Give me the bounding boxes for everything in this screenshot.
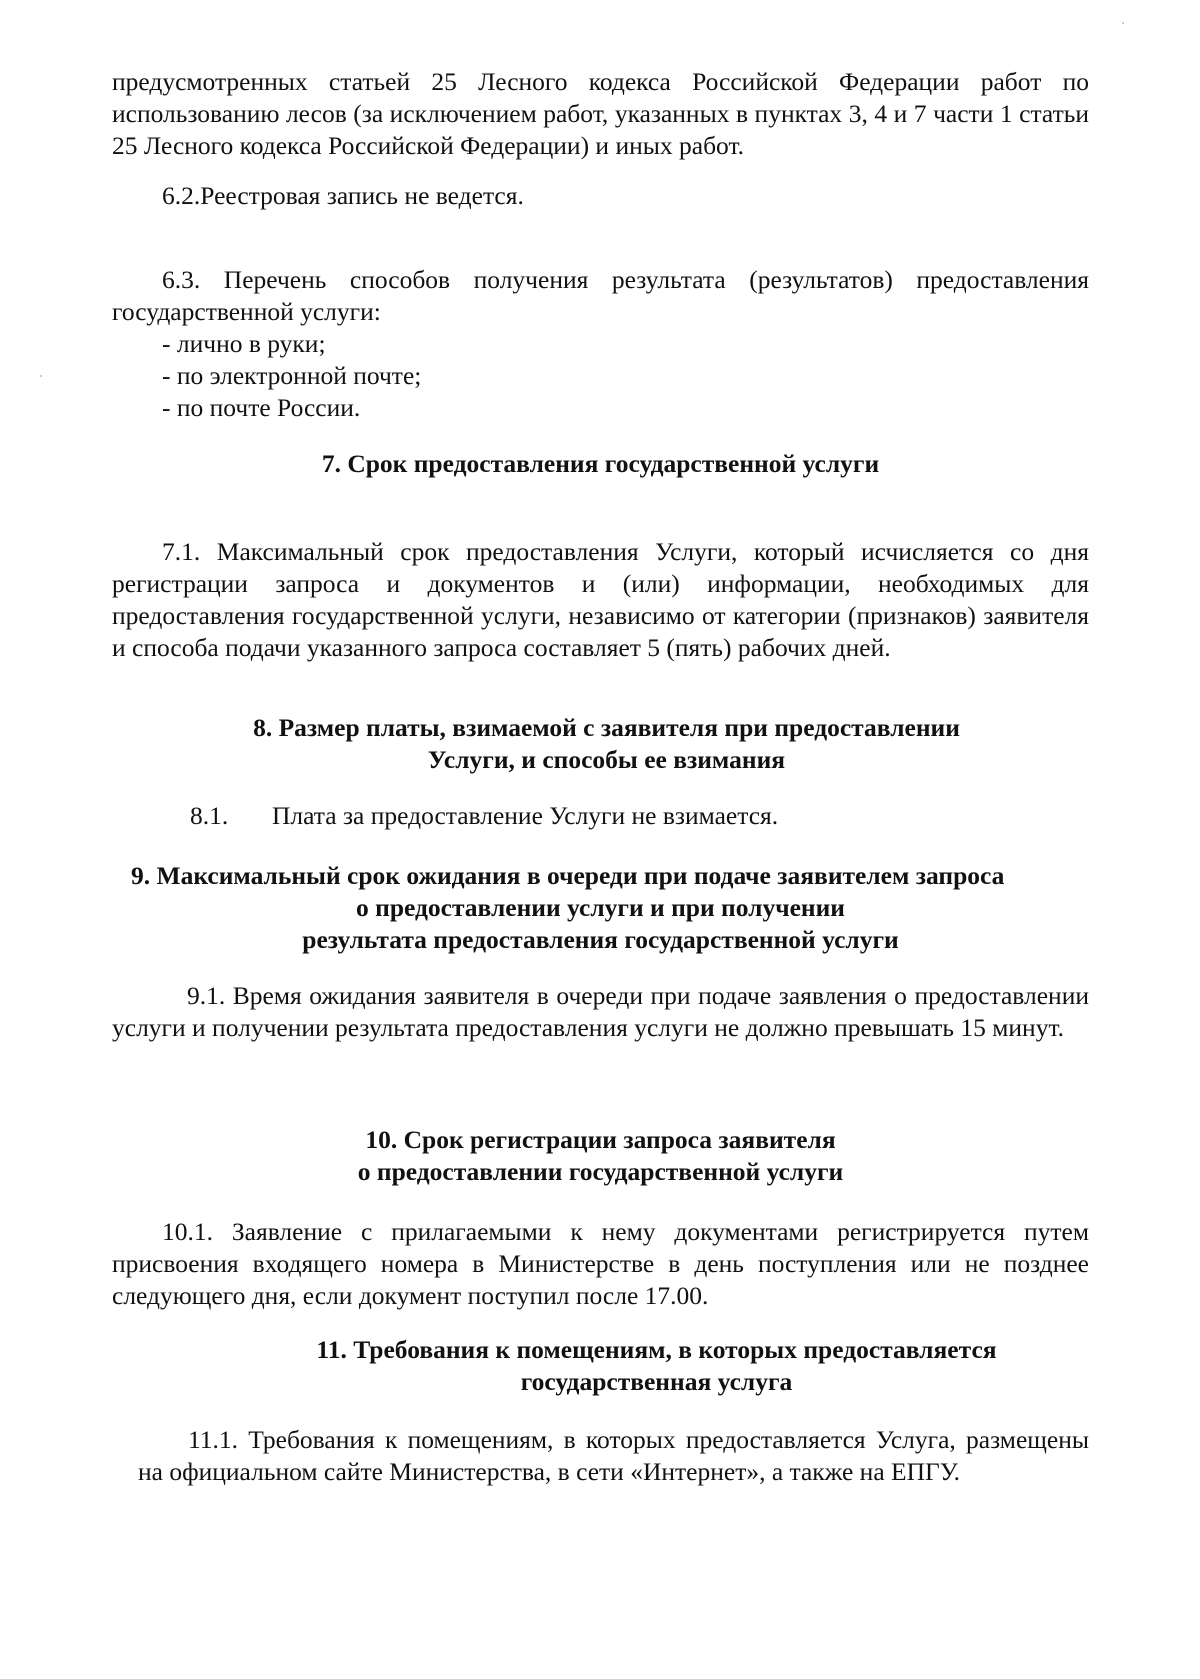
paragraph-8-1-number: 8.1. <box>190 801 229 830</box>
list-item-6-3-2: - по электронной почте; <box>162 361 422 390</box>
list-item-6-3-3: - по почте России. <box>162 393 361 422</box>
heading-section-9-line-2: о предоставлении услуги и при получении <box>356 893 845 922</box>
scan-speck <box>1122 22 1124 24</box>
paragraph-11-1: 11.1. Требования к помещениям, в которых предоставляется Услуга, размещены на официальном сайте Министерства, в сети «Интернет», а также на ЕПГУ. <box>138 1425 1089 1486</box>
heading-section-7: 7. Срок предоставления государственной услуги <box>321 449 880 478</box>
paragraph-intro: предусмотренных статьей 25 Лесного кодекса Российской Федерации работ по использованию лесов (за исключением работ, указанных в пунктах 3, 4 и 7 части 1 статьи 25 Лесного кодекса Российской Федерации) и иных работ. <box>112 67 1089 160</box>
paragraph-6-3: 6.3. Перечень способов получения результата (результатов) предоставления государственной услуги: <box>112 265 1089 326</box>
heading-section-9-line-1: 9. Максимальный срок ожидания в очереди при подаче заявителем запроса <box>131 861 1005 890</box>
heading-section-10-line-2: о предоставлении государственной услуги <box>357 1157 844 1186</box>
heading-section-8-line-2: Услуги, и способы ее взимания <box>427 745 786 774</box>
paragraph-8-1-text: Плата за предоставление Услуги не взимается. <box>272 801 779 830</box>
heading-section-11-line-2: государственная услуга <box>520 1367 793 1396</box>
paragraph-7-1: 7.1. Максимальный срок предоставления Услуги, который исчисляется со дня регистрации запроса и документов и (или) информации, необходимых для предоставления государственной услуги, независимо от категории (признаков) заявителя и способа подачи указанного запроса составляет 5 (пять) рабочих дней. <box>112 537 1089 662</box>
paragraph-9-1: 9.1. Время ожидания заявителя в очереди при подаче заявления о предоставлении услуги и получении результата предоставления услуги не должно превышать 15 минут. <box>112 981 1089 1042</box>
scan-speck <box>40 375 42 377</box>
heading-section-10-line-1: 10. Срок регистрации запроса заявителя <box>365 1125 836 1154</box>
heading-section-8-line-1: 8. Размер платы, взимаемой с заявителя при предоставлении <box>253 713 960 742</box>
heading-section-11-line-1: 11. Требования к помещениям, в которых предоставляется <box>316 1335 997 1364</box>
list-item-6-3-1: - лично в руки; <box>162 329 326 358</box>
heading-section-9-line-3: результата предоставления государственной услуги <box>302 925 899 954</box>
paragraph-6-2: 6.2.Реестровая запись не ведется. <box>162 181 524 210</box>
paragraph-10-1: 10.1. Заявление с прилагаемыми к нему документами регистрируется путем присвоения входящего номера в Министерстве в день поступления или не позднее следующего дня, если документ поступил после 17.00. <box>112 1217 1089 1310</box>
